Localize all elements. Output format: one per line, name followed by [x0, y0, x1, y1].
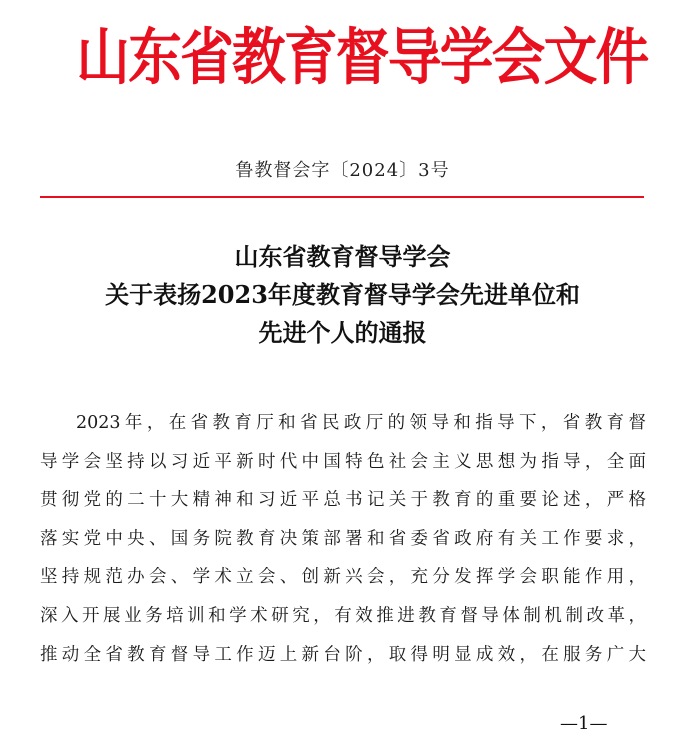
body-line: 推动全省教育督导工作迈上新台阶，取得明显成效，在服务广大	[40, 644, 646, 665]
page-number: —1—	[560, 713, 608, 734]
body-paragraph	[40, 404, 646, 674]
notice-title-line-2: 关于表扬2023年度教育督导学会先进单位和	[105, 280, 580, 309]
document-number: 鲁教督会字〔2024〕3号	[235, 160, 450, 181]
body-line: 坚持规范办会、学术立会、创新兴会，充分发挥学会职能作用，	[40, 567, 646, 588]
notice-title-line-1: 山东省教育督导学会	[234, 242, 451, 271]
red-separator-line	[40, 196, 644, 198]
notice-title-line-3: 先进个人的通报	[258, 318, 427, 347]
body-line: 落实党中央、国务院教育决策部署和省委省政府有关工作要求，	[40, 528, 646, 549]
body-line: 贯彻党的二十大精神和习近平总书记关于教育的重要论述，严格	[40, 490, 646, 511]
masthead-title: 山东省教育督导学会文件	[76, 22, 648, 93]
body-line: 导学会坚持以习近平新时代中国特色社会主义思想为指导，全面	[40, 451, 646, 472]
notice-title	[20, 238, 665, 352]
body-line: 2023年，在省教育厅和省民政厅的领导和指导下，省教育督	[76, 413, 646, 433]
body-line: 深入开展业务培训和学术研究，有效推进教育督导体制机制改革，	[40, 605, 646, 626]
